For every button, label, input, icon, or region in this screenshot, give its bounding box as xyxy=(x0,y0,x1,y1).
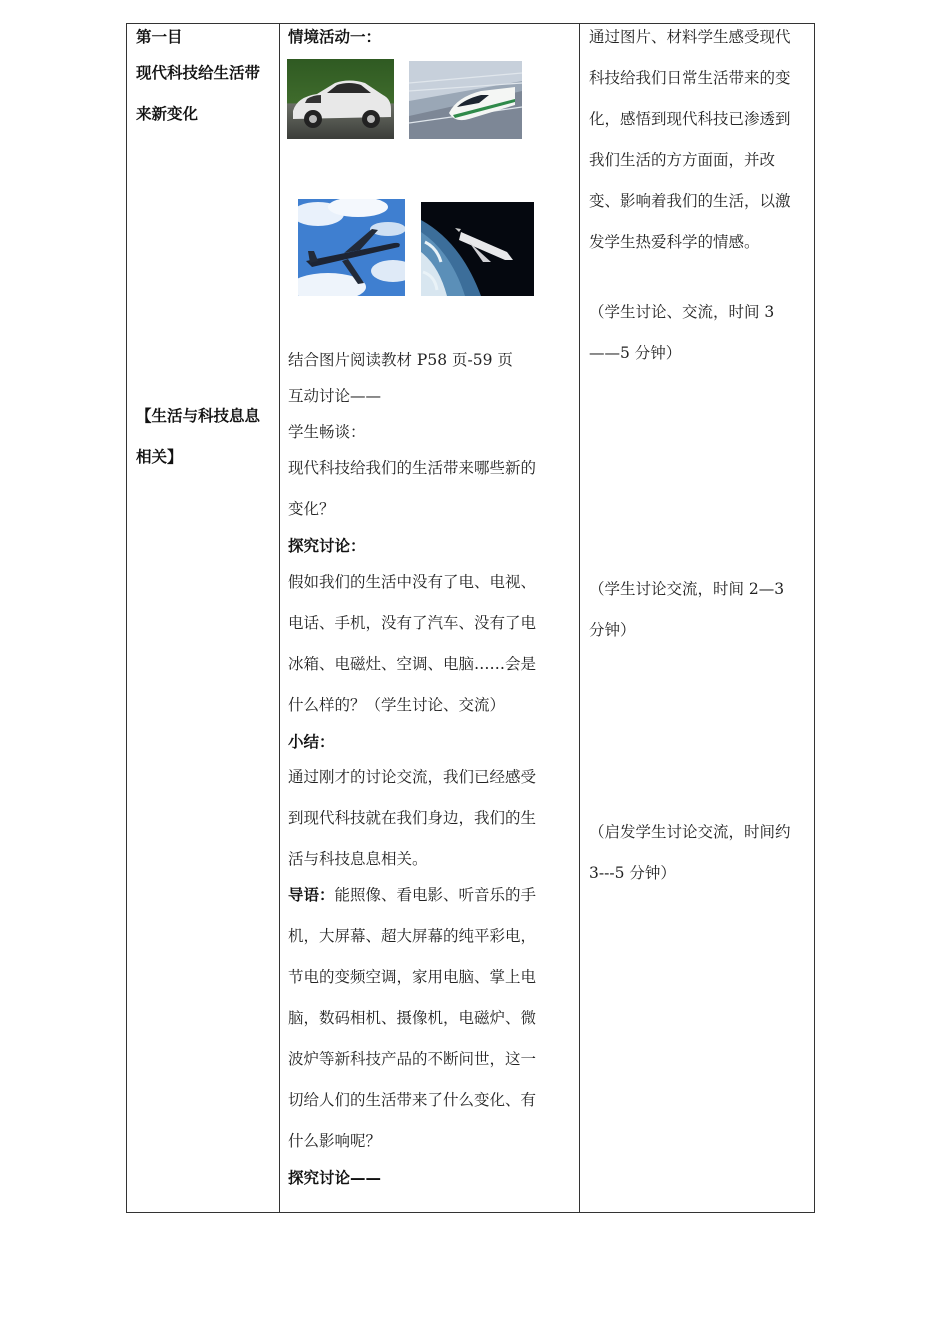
time-note-2: （学生讨论交流，时间 2—3 xyxy=(589,580,785,598)
space-shuttle-image xyxy=(421,202,534,296)
column-divider-1 xyxy=(279,24,280,1212)
summary-line: 到现代科技就在我们身边，我们的生 xyxy=(288,809,537,827)
guide-line: 切给人们的生活带来了什么变化、有 xyxy=(288,1091,537,1109)
intent-line: 变、影响着我们的生活，以激 xyxy=(589,192,791,210)
explore-line: 冰箱、电磁灶、空调、电脑……会是 xyxy=(288,655,537,673)
summary-line: 活与科技息息相关。 xyxy=(288,850,428,868)
sports-car-image xyxy=(287,59,394,139)
guide-text: 能照像、看电影、听音乐的手 xyxy=(334,886,537,904)
time-note-1b: ——5 分钟） xyxy=(589,344,682,362)
guide-line: 脑，数码相机、摄像机，电磁炉、微 xyxy=(288,1009,537,1027)
section-label: 第一目 xyxy=(136,28,183,46)
column-divider-2 xyxy=(579,24,580,1212)
section-title-line1: 现代科技给生活带 xyxy=(136,64,261,82)
explore-label: 探究讨论： xyxy=(288,537,366,555)
explore-line: 电话、手机，没有了汽车、没有了电 xyxy=(288,614,537,632)
intent-line: 发学生热爱科学的情感。 xyxy=(589,233,760,251)
guide-line: 机，大屏幕、超大屏幕的纯平彩电， xyxy=(288,927,537,945)
intent-line: 科技给我们日常生活带来的变 xyxy=(589,69,791,87)
guide-label: 导语： xyxy=(288,886,335,904)
activity-heading: 情境活动一： xyxy=(288,28,382,46)
subtopic-line2: 相关】 xyxy=(136,448,183,466)
student-talk-label: 学生畅谈： xyxy=(288,423,366,441)
interaction-label: 互动讨论—— xyxy=(288,387,382,405)
subtopic-line1: 【生活与科技息息 xyxy=(136,407,261,425)
intent-line: 我们生活的方方面面，并改 xyxy=(589,151,776,169)
question-line2: 变化？ xyxy=(288,500,335,518)
airplane-image xyxy=(298,199,405,296)
time-note-3b: 3---5 分钟） xyxy=(589,864,676,882)
explore-line: 什么样的？（学生讨论、交流） xyxy=(288,696,506,714)
summary-label: 小结： xyxy=(288,733,335,751)
explore2-label: 探究讨论—— xyxy=(288,1169,382,1187)
read-textbook-line: 结合图片阅读教材 P58 页-59 页 xyxy=(288,351,513,369)
time-note-1: （学生讨论、交流，时间 3 xyxy=(589,303,775,321)
bullet-train-image xyxy=(409,61,522,139)
section-title-line2: 来新变化 xyxy=(136,105,199,123)
summary-line: 通过刚才的讨论交流，我们已经感受 xyxy=(288,768,537,786)
intent-line: 化，感悟到现代科技已渗透到 xyxy=(589,110,791,128)
guide-line: 节电的变频空调，家用电脑、掌上电 xyxy=(288,968,537,986)
question-line1: 现代科技给我们的生活带来哪些新的 xyxy=(288,459,537,477)
explore-line: 假如我们的生活中没有了电、电视、 xyxy=(288,573,537,591)
time-note-3: （启发学生讨论交流，时间约 xyxy=(589,823,791,841)
guide-line: 什么影响呢？ xyxy=(288,1132,382,1150)
guide-line: 波炉等新科技产品的不断问世，这一 xyxy=(288,1050,537,1068)
intent-line: 通过图片、材料学生感受现代 xyxy=(589,28,791,46)
guide-first-line xyxy=(288,885,536,905)
time-note-2b: 分钟） xyxy=(589,621,636,639)
